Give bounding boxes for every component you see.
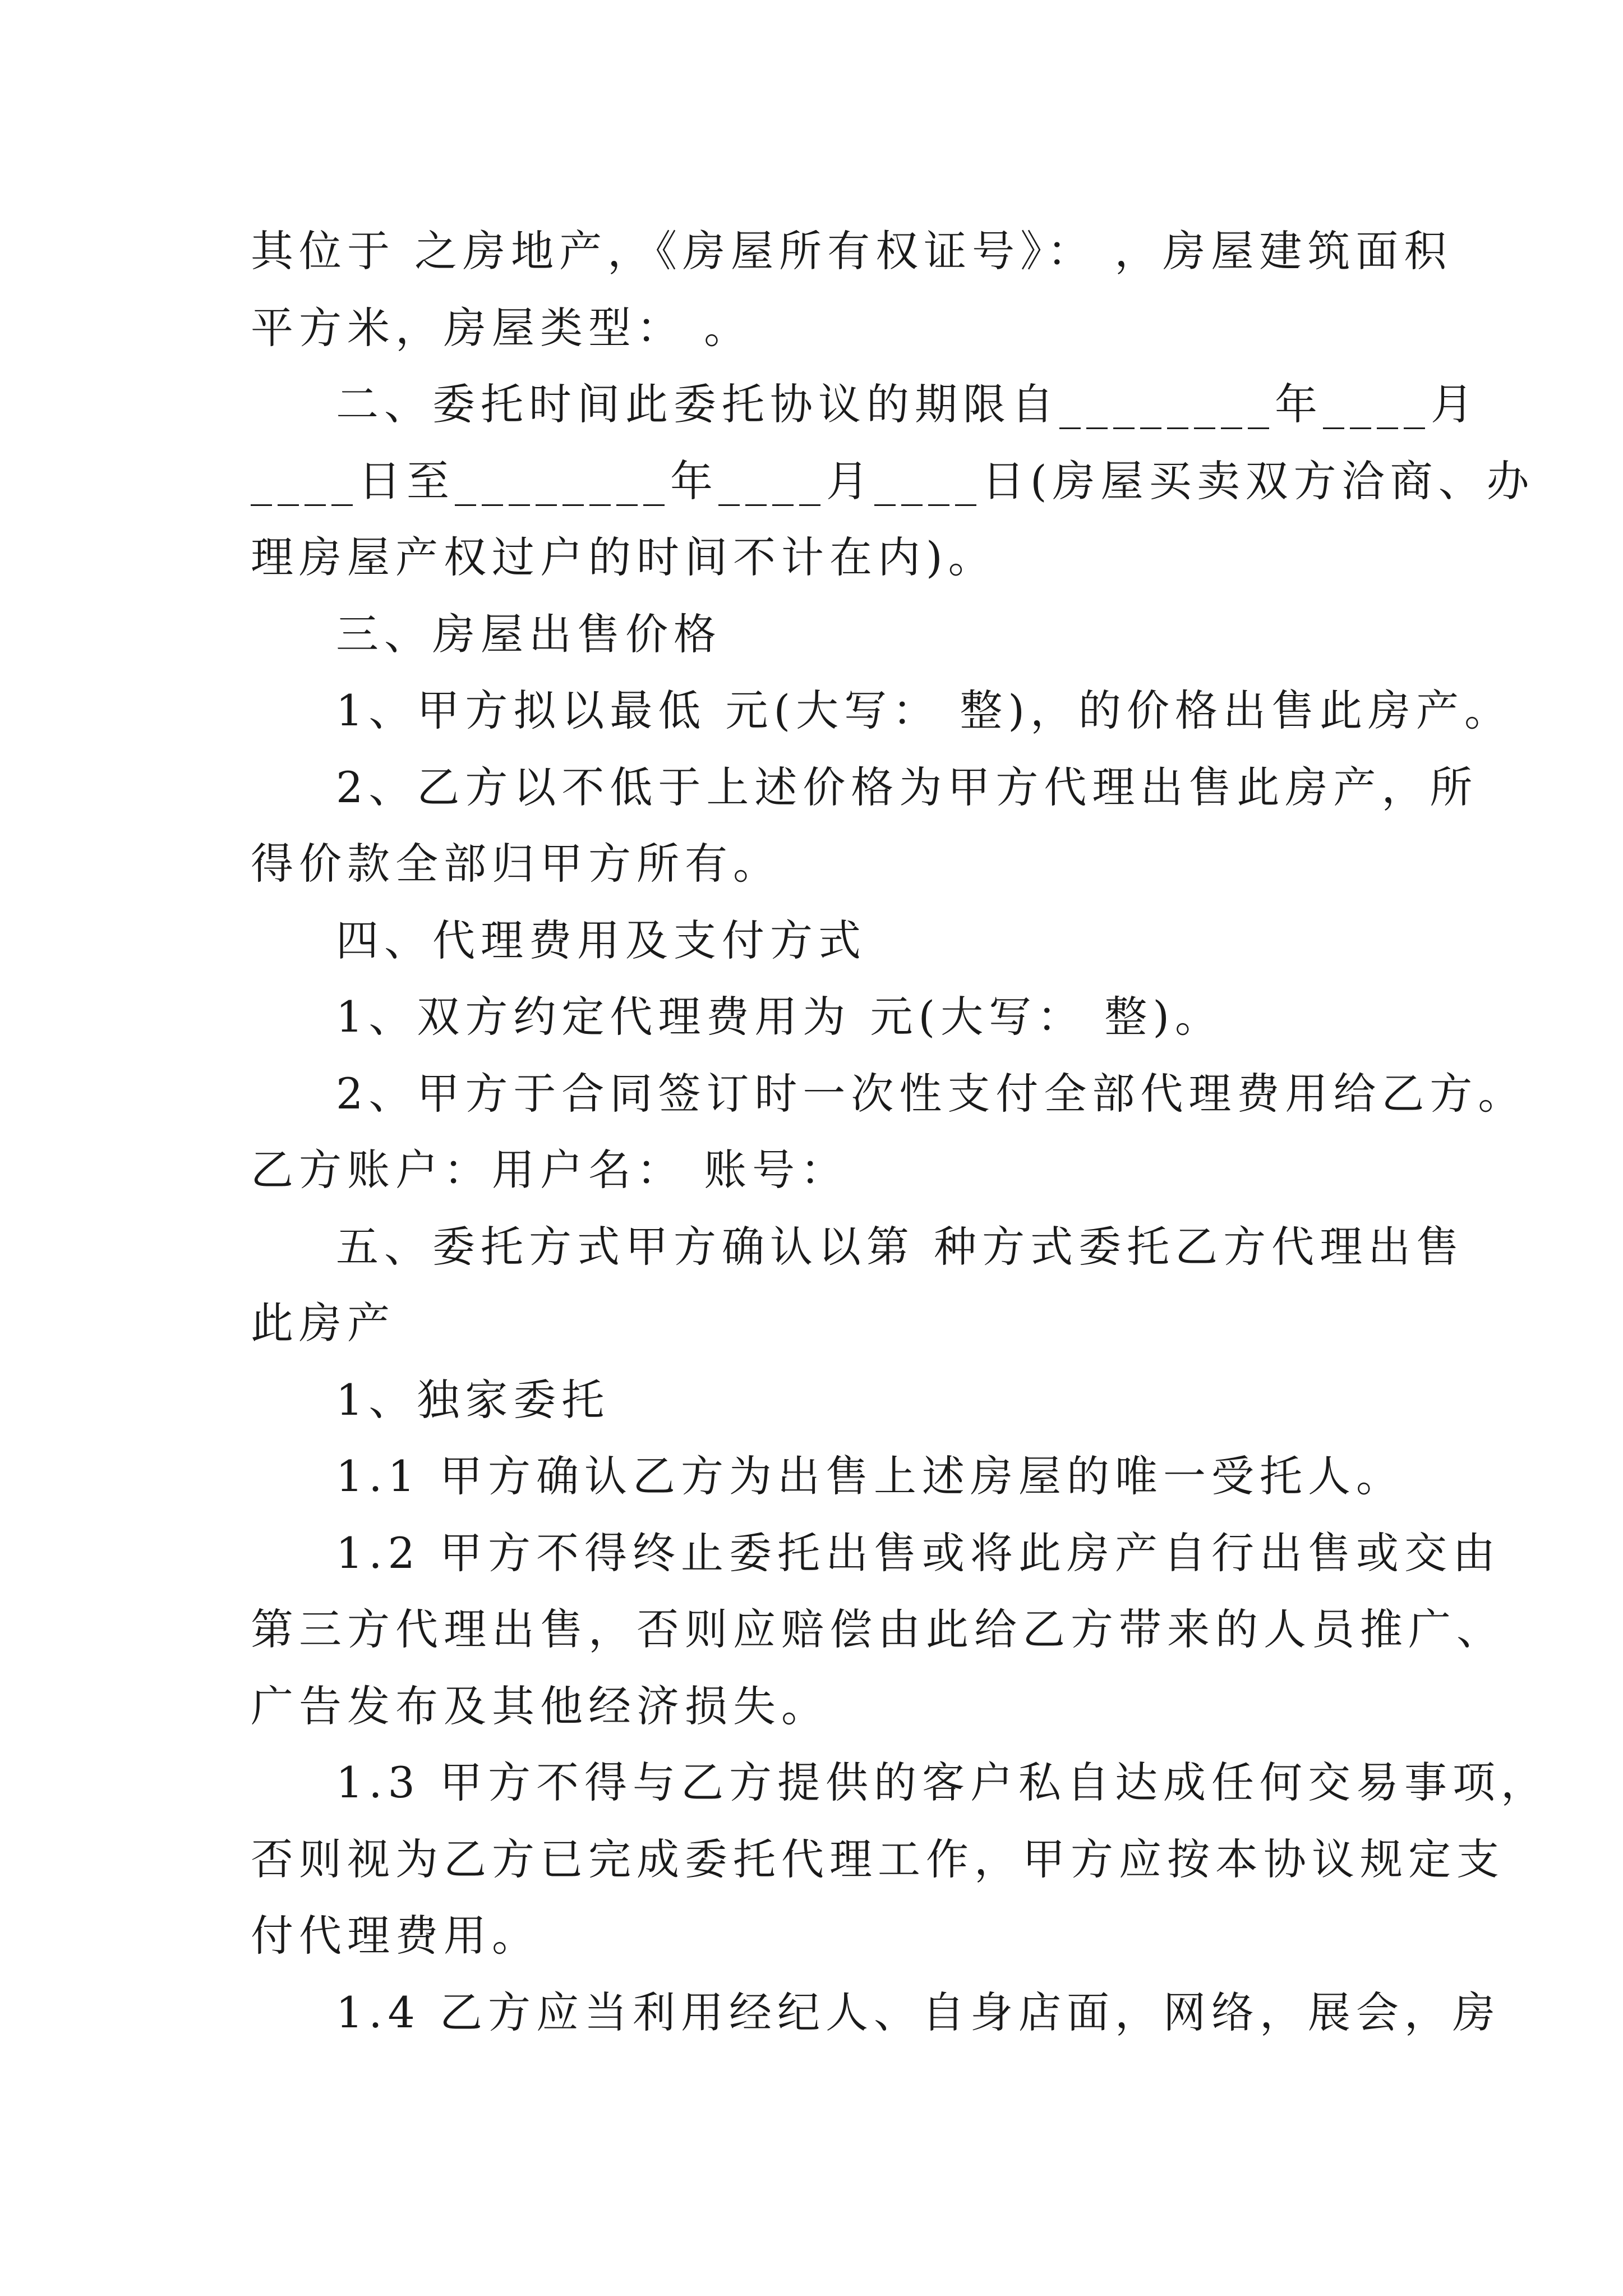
text-line-23: 付代理费用。 [251,1911,540,1961]
section-heading-5: 五、委托方式甲方确认以第 种方式委托乙方代理出售 [336,1221,1465,1272]
text-line-15: 此房产 [251,1298,395,1348]
clause-3-2: 2、乙方以不低于上述价格为甲方代理出售此房产，所 [336,762,1478,812]
text-line-2: 平方米，房屋类型： 。 [251,302,753,353]
account-line: 乙方账户：用户名： 账号： [251,1145,849,1195]
section-heading-2: 二、委托时间此委托协议的期限自________年____月 [336,379,1479,429]
document-body [251,213,1550,2051]
clause-1-2: 1.2 甲方不得终止委托出售或将此房产自行出售或交由 [336,1527,1501,1578]
section-heading-3: 三、房屋出售价格 [336,609,722,659]
clause-3-1: 1、甲方拟以最低 元(大写： 整)，的价格出售此房产。 [336,685,1513,735]
text-line-5: 理房屋产权过户的时间不计在内)。 [251,532,997,582]
section-heading-4: 四、代理费用及支付方式 [336,915,866,965]
clause-1-1: 1.1 甲方确认乙方为出售上述房屋的唯一受托人。 [336,1451,1405,1501]
text-line-22: 否则视为乙方已完成委托代理工作，甲方应按本协议规定支 [251,1834,1505,1884]
text-line-4: ____日至________年____月____日(房屋买卖双方洽商、办 [251,455,1535,506]
text-line-9: 得价款全部归甲方所有。 [251,839,781,889]
text-line-1: 其位于 之房地产，《房屋所有权证号》： ，房屋建筑面积 [251,226,1453,276]
text-line-20: 广告发布及其他经济损失。 [251,1681,829,1731]
clause-5-1: 1、独家委托 [336,1374,610,1425]
clause-1-3: 1.3 甲方不得与乙方提供的客户私自达成任何交易事项， [336,1757,1550,1807]
clause-4-2: 2、甲方于合同签订时一次性支付全部代理费用给乙方。 [336,1068,1527,1119]
clause-4-1: 1、双方约定代理费用为 元(大写： 整)。 [336,992,1223,1042]
text-line-19: 第三方代理出售，否则应赔偿由此给乙方带来的人员推广、 [251,1604,1505,1654]
clause-1-4: 1.4 乙方应当利用经纪人、自身店面，网络，展会，房 [336,1987,1501,2037]
